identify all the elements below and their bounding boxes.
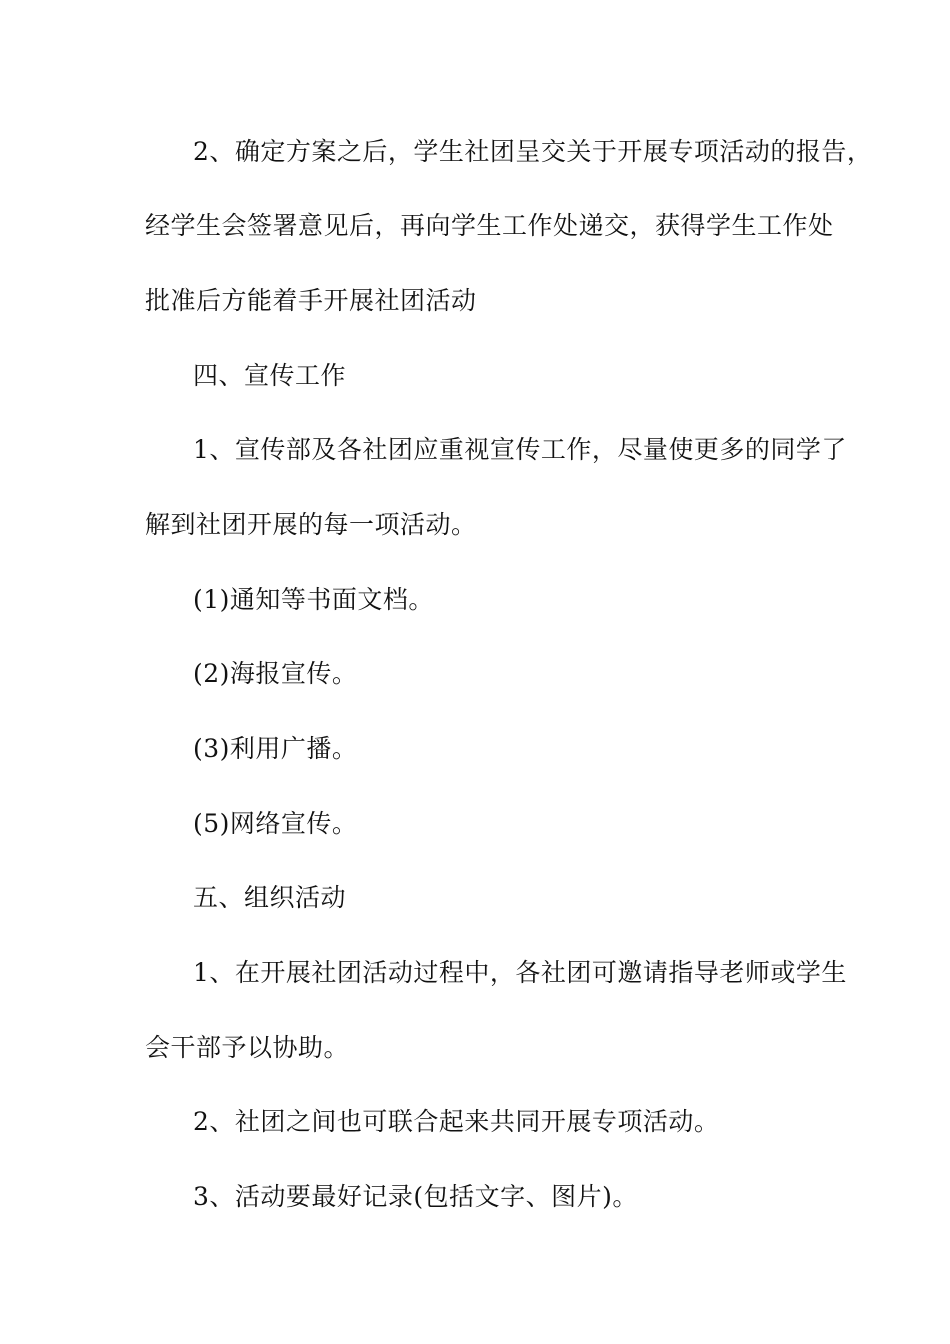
paragraph-line: 1、在开展社团活动过程中，各社团可邀请指导老师或学生 [193, 958, 847, 987]
paragraph-line: 批准后方能着手开展社团活动 [145, 286, 477, 315]
list-item: (5)网络宣传。 [193, 809, 358, 838]
paragraph-line: 会干部予以协助。 [145, 1033, 350, 1062]
paragraph-line: 解到社团开展的每一项活动。 [145, 510, 477, 539]
paragraph-line: 2、社团之间也可联合起来共同开展专项活动。 [193, 1107, 720, 1136]
list-item: (3)利用广播。 [193, 734, 358, 763]
paragraph-line: 3、活动要最好记录(包括文字、图片)。 [193, 1182, 638, 1211]
section-heading: 五、组织活动 [193, 883, 347, 912]
list-item: (2)海报宣传。 [193, 659, 358, 688]
paragraph-line: 经学生会签署意见后，再向学生工作处递交，获得学生工作处 [145, 211, 834, 240]
paragraph-line: 1、宣传部及各社团应重视宣传工作，尽量使更多的同学了 [193, 435, 847, 464]
list-item: (1)通知等书面文档。 [193, 585, 434, 614]
section-heading: 四、宣传工作 [193, 361, 347, 390]
paragraph-line: 2、确定方案之后，学生社团呈交关于开展专项活动的报告， [193, 137, 873, 166]
